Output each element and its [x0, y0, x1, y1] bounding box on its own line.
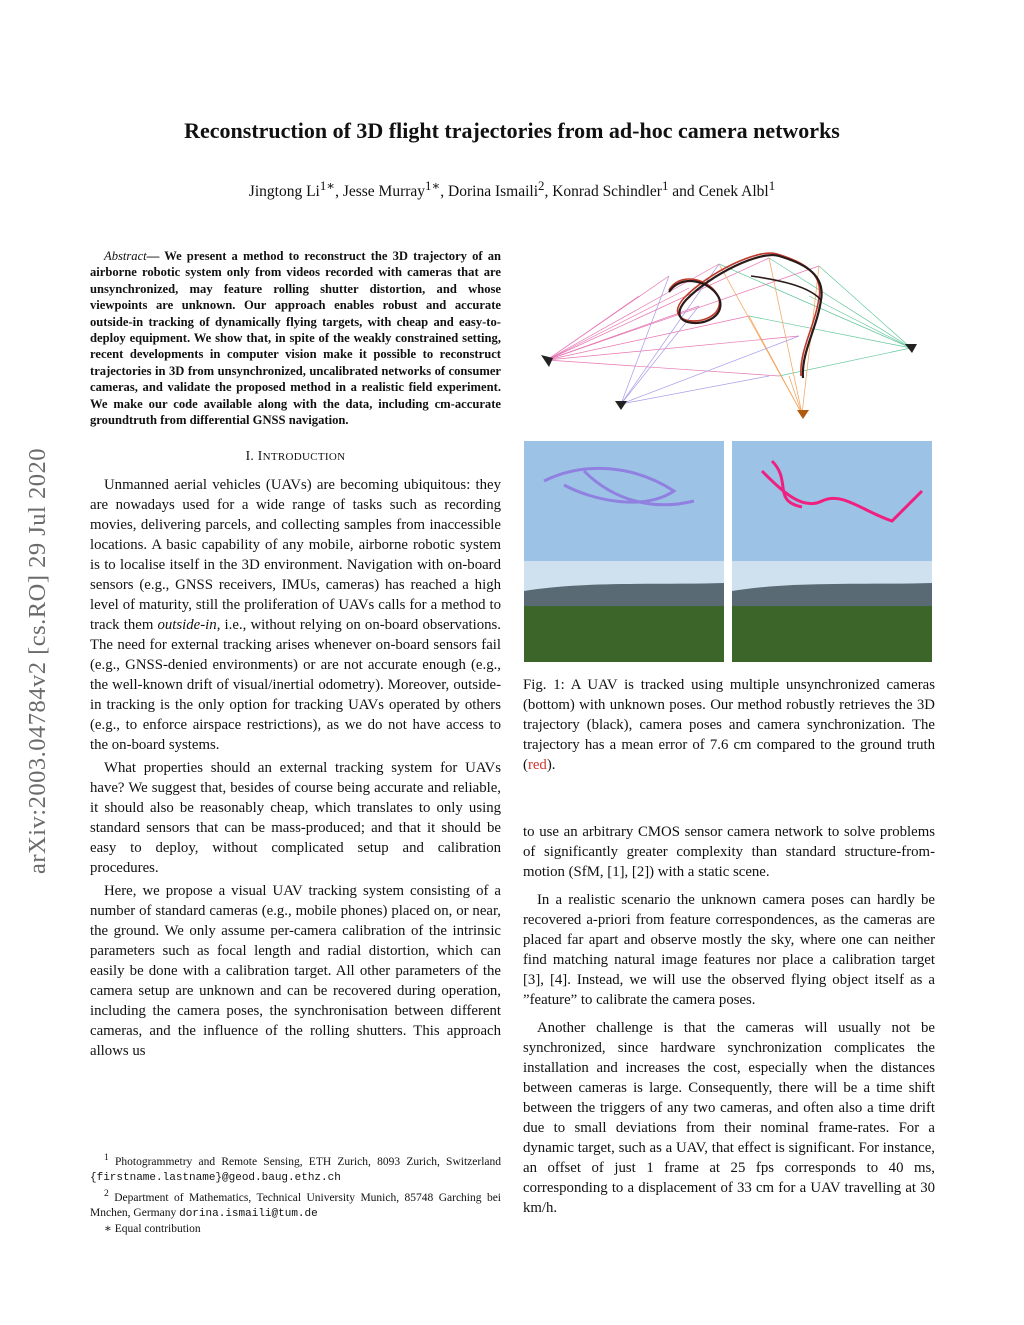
author-list: [0, 178, 1024, 201]
abstract: Abstract— We present a method to reconstruct the 3D trajectory of an airborne robotic system only from videos recorded with cameras that are unsynchronized, may feature rolling shutter distortion, and whose viewpoints are unknown. Our approach enables robust and accurate outside-in tracking of dynamically flying targets, with cheap and easy-to-deploy equipment. We show that, in spite of the weakly constrained setting, recent developments in computer vision make it possible to reconstruct trajectories in 3D from unsynchronized, uncalibrated networks of consumer cameras, and validate the proposed method in a realistic field experiment. We make our code available along with the data, including cm-accurate groundtruth from differential GNSS navigation.: [90, 249, 502, 428]
figure-caption: Fig. 1: A UAV is tracked using multiple unsynchronized cameras (bottom) with unknown poses. Our method robustly retrieves the 3D trajectory (black), camera poses and camera synchronization. The trajectory has a mean error of 7.6 cm compared to the ground truth (red).: [523, 677, 935, 773]
camera-icon: [797, 410, 809, 419]
figure-1: [519, 236, 939, 666]
camera-rays: [547, 258, 911, 414]
author: Cenek Albl$^1$: [698, 178, 776, 201]
author: Dorina Ismaili$^2$,: [448, 178, 553, 201]
body-paragraph: In a realistic scenario the unknown camera poses can hardly be recovered a-priori from feature correspondences, as the cameras are placed far apart and observe mostly the sky, where one can neither find matching natural image features nor place a calibration target [3], [4]. Instead, we will use the observed flying object itself as a ”feature” to calibrate the camera poses.: [523, 892, 935, 1008]
camera-icon: [615, 401, 627, 410]
camera-icon: [905, 344, 917, 353]
camera-view-4: [732, 441, 932, 662]
footnotes: [90, 1150, 501, 1237]
ground-truth-trajectory: [669, 253, 820, 376]
left-column: [90, 248, 501, 1061]
right-column: [523, 822, 935, 1218]
section-heading: I. INTRODUCTION: [245, 448, 346, 464]
author: Jingtong $Li^{1∗}$,: [248, 178, 343, 201]
footnote: ∗ Equal contribution: [104, 1222, 201, 1235]
intro-paragraph: What properties should an external tracking system for UAVs have? We suggest that, besides of course being accurate and reliable, it should also be reasonably cheap, which translates to only using standard sensors that can be mass-produced; and that it should be easy to deploy, without complicated setup and calibration procedures.: [90, 760, 501, 877]
intro-paragraph: Here, we propose a visual UAV tracking system consisting of a number of standard cameras (e.g., mobile phones) placed on, or near, the ground. We only assume per-camera calibration of the intrinsic parameters such as focal length and radial distortion, which can easily be done with a calibration target. All other parameters of the camera setup are unknown and can be recovered during operation, including the camera poses, the synchronisation between different cameras, and the influence of the rolling shutters. This approach allows us: [90, 883, 501, 1060]
paper-title: Reconstruction of 3D flight trajectories from ad-hoc camera networks: [184, 118, 840, 143]
abstract-label: Abstract: [104, 249, 147, 263]
camera-view-3: [524, 441, 724, 662]
body-paragraph: to use an arbitrary CMOS sensor camera network to solve problems of significantly greater complexity than standard structure-from-motion (SfM, [1], [2]) with a static scene.: [523, 824, 935, 880]
footnote: $^2$ Department of Mathematics, Technical University Munich, 85748 Garching bei Mnchen, Germany dorina.ismaili@tum.de: [90, 1187, 501, 1220]
trajectory-reconstruction: [519, 236, 939, 431]
email-link[interactable]: dorina.ismaili@tum.de: [179, 1207, 318, 1220]
footnote: $^1$ Photogrammetry and Remote Sensing, ETH Zurich, 8093 Zurich, Switzerland {firstname.lastname}@geod.baug.ethz.ch: [90, 1152, 501, 1184]
body-paragraph: Another challenge is that the cameras will usually not be synchronized, since hardware synchronization complicates the installation and increases the cost, especially when the distances between cameras is large. Consequently, there will be a time shift between the triggers of any two cameras, and often also a time drift due to small deviations from their nominal frame-rates. For a dynamic target, such as a UAV, that effect is significant. For instance, an offset of just 1 frame at 25 fps corresponds to 40 ms, corresponding to a displacement of 33 cm for a UAV travelling at 30 km/h.: [523, 1020, 935, 1216]
intro-paragraph: Unmanned aerial vehicles (UAVs) are becoming ubiquitous: they are nowadays used for a wide range of tasks such as recording movies, delivering parcels, and collecting samples from inaccessible locations. A basic capability of any mobile, airborne robotic system is to localise itself in the 3D environment. Navigation with on-board sensors (e.g., GNSS receivers, IMUs, cameras) has reached a high level of maturity, still the proliferation of UAVs calls for a method to track them outside-in, i.e., without relying on on-board observations. The need for external tracking arises whenever on-board sensors fail (e.g., GNSS-denied environments) or are not accurate enough (e.g., the well-known drift of visual/inertial odometry). Moreover, outside-in tracking is the only option for tracking UAVs operated by others (e.g., to enforce airspace restrictions), as we do not have access to the on-board systems.: [90, 477, 501, 754]
author: Jesse Murray$^{1∗}$,: [342, 178, 449, 201]
author: Konrad Schindler$^1$ and: [552, 178, 699, 201]
email-link[interactable]: {firstname.lastname}@geod.baug.ethz.ch: [90, 1171, 341, 1184]
arxiv-stamp: arXiv:2003.04784v2 [cs.RO] 29 Jul 2020: [24, 448, 51, 874]
